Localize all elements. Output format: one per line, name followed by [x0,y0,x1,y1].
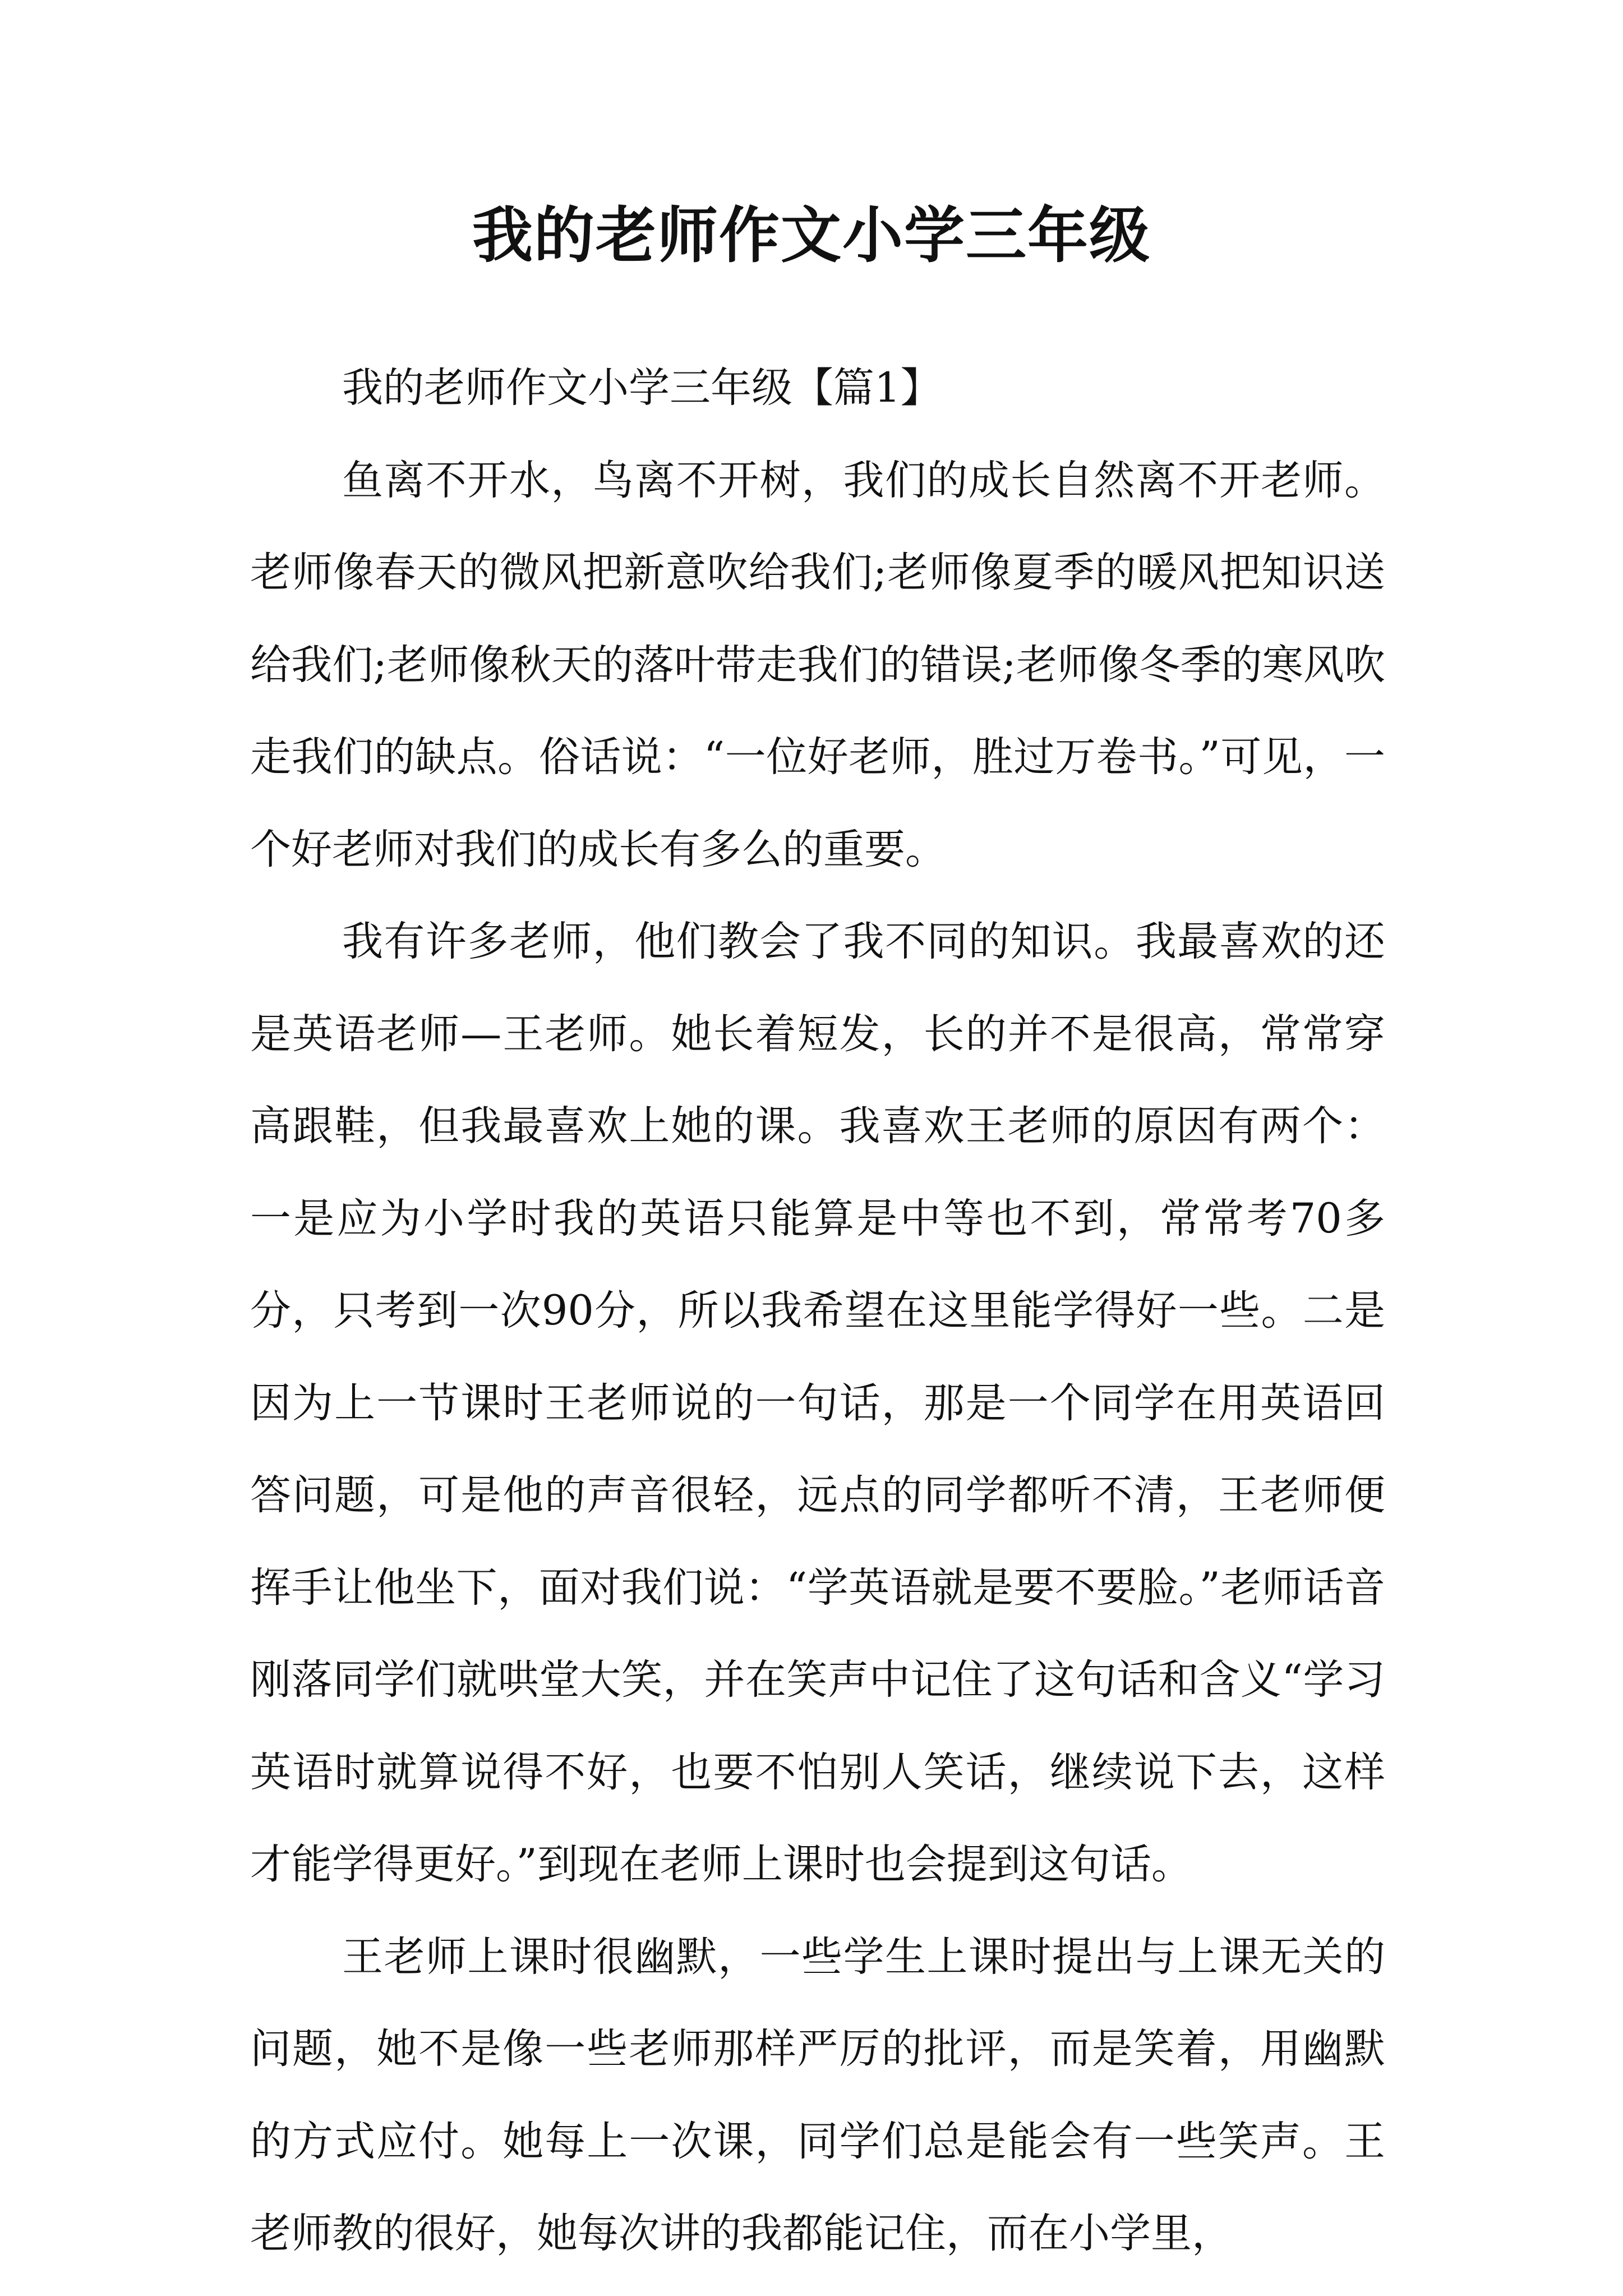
paragraph-section-heading: 我的老师作文小学三年级【篇1】 [342,364,942,412]
paragraph-humor: 王老师上课时很幽默，一些学生上课时提出与上课无关的问题，她不是像一些老师那样严厉的批评，而是笑着，用幽默的方式应付。她每上一次课，同学们总是能会有一些笑声。王老师教的很好，她每次讲的我都能记住，而在小学里， [250,1932,1385,2257]
document-body [250,342,1385,2280]
paragraph-favorite-teacher: 我有许多老师，他们教会了我不同的知识。我最喜欢的还是英语老师—王老师。她长着短发，长的并不是很高，常常穿高跟鞋，但我最喜欢上她的课。我喜欢王老师的原因有两个：一是应为小学时我的英语只能算是中等也不到，常常考70多分，只考到一次90分，所以我希望在这里能学得好一些。二是因为上一节课时王老师说的一句话，那是一个同学在用英语回答问题，可是他的声音很轻，远点的同学都听不清，王老师便挥手让他坐下，面对我们说：“学英语就是要不要脸。”老师话音刚落同学们就哄堂大笑，并在笑声中记住了这句话和含义“学习英语时就算说得不好，也要不怕别人笑话，继续说下去，这样才能学得更好。”到现在老师上课时也会提到这句话。 [250,918,1385,1888]
paragraph-intro: 鱼离不开水，鸟离不开树，我们的成长自然离不开老师。老师像春天的微风把新意吹给我们;老师像夏季的暖风把知识送给我们;老师像秋天的落叶带走我们的错误;老师像冬季的寒风吹走我们的缺点。俗话说：“一位好老师，胜过万卷书。”可见，一个好老师对我们的成长有多么的重要。 [250,456,1385,873]
document-title: 我的老师作文小学三年级 [472,200,1151,271]
